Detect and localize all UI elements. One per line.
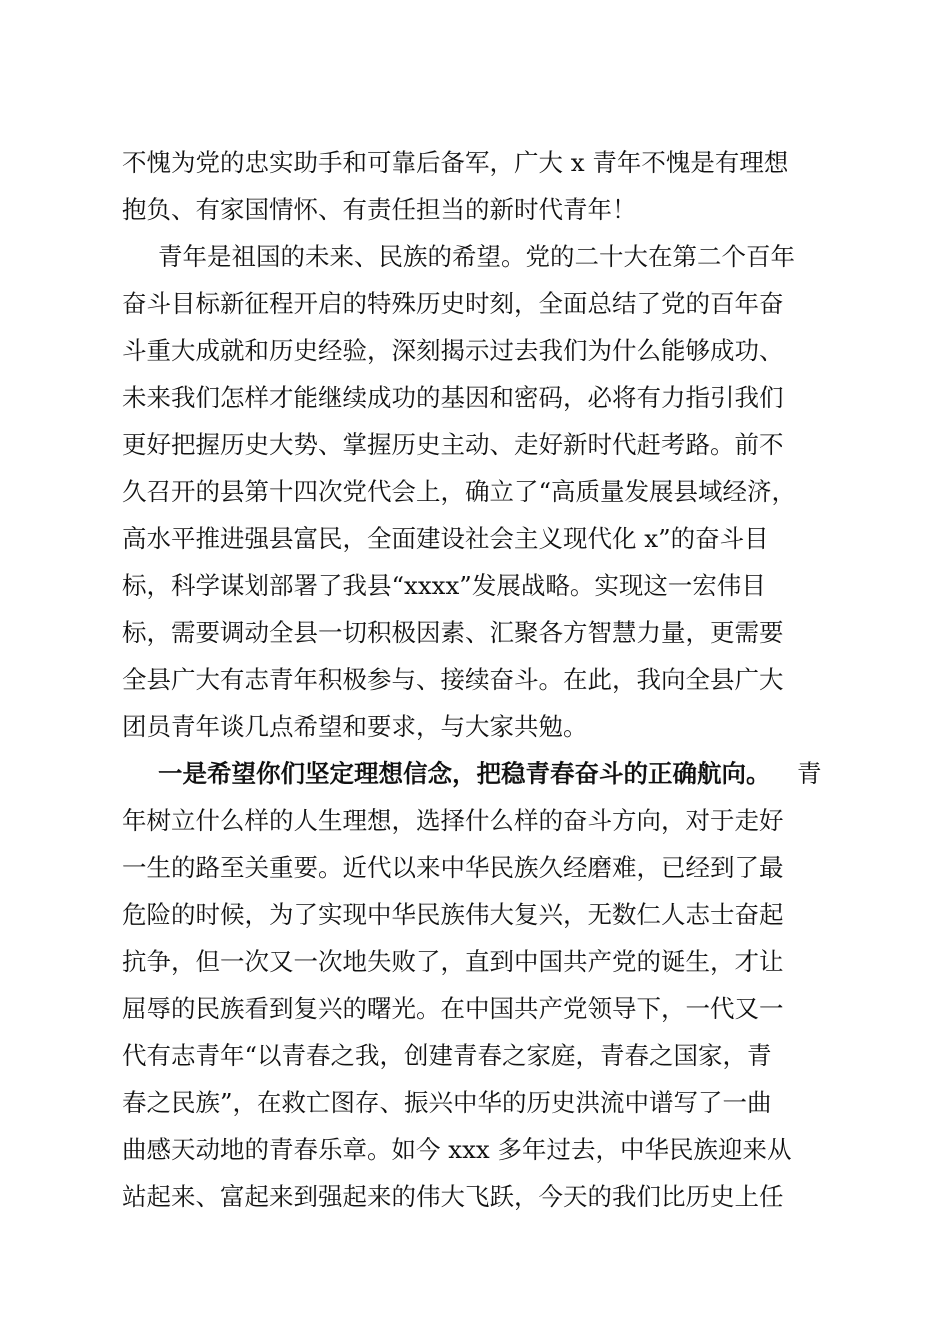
line-text: 年树立什么样的人生理想，选择什么样的奋斗方向，对于走好	[122, 806, 784, 835]
text-line	[0, 515, 950, 563]
line-text: 团员青年谈几点希望和要求，与大家共勉。	[122, 712, 588, 741]
line-text: 奋斗目标新征程开启的特殊历史时刻，全面总结了党的百年奋	[122, 289, 784, 318]
text-line	[0, 327, 950, 375]
line-text: 不愧为党的忠实助手和可靠后备军，广大 x 青年不愧是有理想	[122, 148, 789, 177]
line-text: 更好把握历史大势、掌握历史主动、走好新时代赶考路。前不	[122, 430, 784, 459]
text-line	[0, 562, 950, 610]
text-line	[0, 1126, 950, 1174]
text-line	[0, 891, 950, 939]
line-text: 屈辱的民族看到复兴的曙光。在中国共产党领导下，一代又一	[122, 994, 784, 1023]
text-line	[0, 703, 950, 751]
line-text: 标，科学谋划部署了我县“xxxx”发展战略。实现这一宏伟目	[122, 571, 766, 600]
line-text: 青年是祖国的未来、民族的希望。党的二十大在第二个百年	[158, 242, 795, 271]
line-text: 抗争，但一次又一次地失败了，直到中国共产党的诞生，才让	[122, 947, 784, 976]
line-text: 青	[797, 759, 822, 788]
text-line	[0, 985, 950, 1033]
text-line	[0, 186, 950, 234]
text-line	[0, 609, 950, 657]
paragraph-first-line	[0, 233, 950, 281]
line-text: 抱负、有家国情怀、有责任担当的新时代青年！	[122, 195, 637, 224]
text-line	[0, 797, 950, 845]
text-line	[0, 421, 950, 469]
line-text: 曲感天动地的青春乐章。如今 xxx 多年过去，中华民族迎来从	[122, 1135, 792, 1164]
section-heading: 一是希望你们坚定理想信念，把稳青春奋斗的正确航向。	[158, 759, 771, 788]
text-line	[0, 468, 950, 516]
line-text: 站起来、富起来到强起来的伟大飞跃，今天的我们比历史上任	[122, 1182, 784, 1211]
text-line	[0, 139, 950, 187]
line-text: 危险的时候，为了实现中华民族伟大复兴，无数仁人志士奋起	[122, 900, 784, 929]
line-text: 斗重大成就和历史经验，深刻揭示过去我们为什么能够成功、	[122, 336, 784, 365]
line-text: 全县广大有志青年积极参与、接续奋斗。在此，我向全县广大	[122, 665, 784, 694]
text-line	[0, 656, 950, 704]
text-line	[0, 280, 950, 328]
text-line	[0, 374, 950, 422]
paragraph-first-line	[0, 750, 950, 798]
line-text: 久召开的县第十四次党代会上，确立了“高质量发展县域经济，	[122, 477, 797, 506]
text-line	[0, 844, 950, 892]
text-line	[0, 1032, 950, 1080]
line-text: 一生的路至关重要。近代以来中华民族久经磨难，已经到了最	[122, 853, 784, 882]
line-text: 标，需要调动全县一切积极因素、汇聚各方智慧力量，更需要	[122, 618, 784, 647]
text-line	[0, 938, 950, 986]
line-text: 春之民族”，在救亡图存、振兴中华的历史洪流中谱写了一曲	[122, 1088, 772, 1117]
text-line	[0, 1173, 950, 1221]
line-text: 高水平推进强县富民，全面建设社会主义现代化 x”的奋斗目	[122, 524, 769, 553]
text-line	[0, 1079, 950, 1127]
line-text: 未来我们怎样才能继续成功的基因和密码，必将有力指引我们	[122, 383, 784, 412]
line-text: 代有志青年“以青春之我，创建青春之家庭，青春之国家，青	[122, 1041, 772, 1070]
